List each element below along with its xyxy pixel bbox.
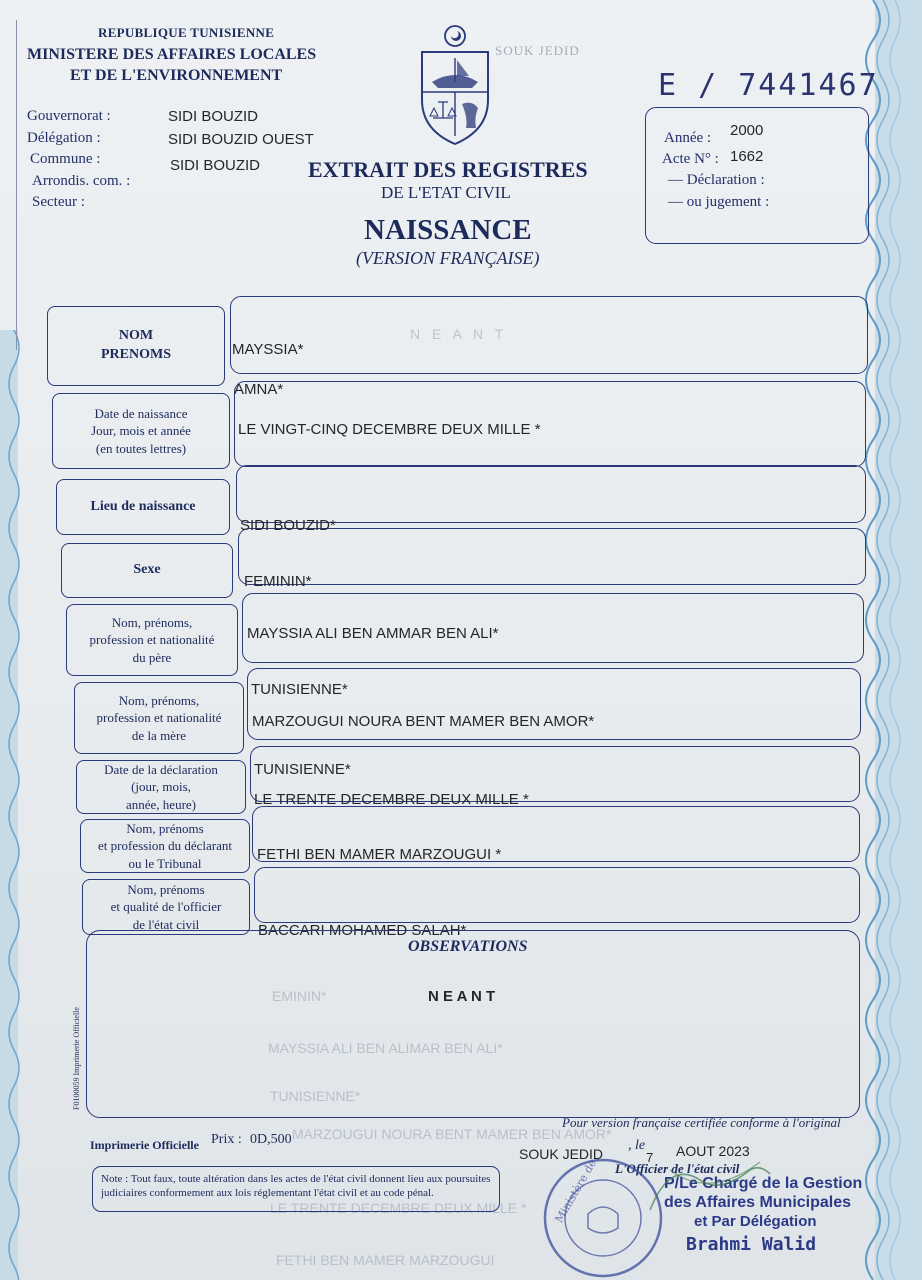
label-lieu-naissance-text: Lieu de naissance [90, 498, 196, 514]
printer-code: F0100059 Imprimerie Officielle [72, 1007, 81, 1110]
legal-note-text: Note : Tout faux, toute altération dans les actes de l'état civil donnent lieu aux poursuites judiciaires conformement aux lois réglementant l'état civil et au code pénal. [101, 1173, 491, 1200]
value-pere-nationalite: TUNISIENNE* [251, 681, 348, 698]
document-subtitle: DE L'ETAT CIVIL [381, 183, 511, 202]
republic-label: REPUBLIQUE TUNISIENNE [98, 25, 275, 40]
label-date-declaration [76, 760, 246, 814]
label-sexe-text: Sexe [133, 562, 161, 578]
label-mere [74, 682, 244, 754]
ghost-neant-top: N E A N T [410, 326, 508, 342]
issue-le: , le [628, 1138, 646, 1153]
document-type: NAISSANCE [364, 214, 532, 246]
stamp-line3: et Par Délégation [694, 1213, 817, 1230]
label-officier-text: Nom, prénoms et qualité de l'officier de l'état civil [110, 881, 222, 932]
ministry-line1: MINISTERE DES AFFAIRES LOCALES [27, 46, 317, 63]
commune-label: Commune : [30, 151, 101, 167]
left-margin-line [16, 20, 17, 350]
value-lieu-naissance: SIDI BOUZID* [240, 517, 336, 534]
decorative-border-left [0, 330, 34, 1280]
arrondis-label: Arrondis. com. : [32, 173, 131, 189]
ghost-mother: MARZOUGUI NOURA BENT MAMER BEN AMOR* [292, 1126, 612, 1142]
acte-label: Acte N° : [662, 151, 719, 167]
observations-value: N E A N T [428, 988, 496, 1005]
certification-text: Pour version française certifiée conforme à l'original [562, 1115, 841, 1130]
annee-value: 2000 [730, 122, 764, 139]
gouvernorat-label: Gouvernorat : [27, 108, 111, 124]
value-box-officier [254, 867, 860, 923]
label-date-naissance [52, 393, 230, 469]
observations-title: OBSERVATIONS [408, 938, 528, 955]
signature-scribble-icon [640, 1150, 780, 1230]
stamp-line2: des Affaires Municipales [664, 1194, 852, 1211]
value-mere: MARZOUGUI NOURA BENT MAMER BEN AMOR* [252, 713, 595, 730]
commune-value: SIDI BOUZID [170, 157, 261, 174]
secteur-label: Secteur : [32, 194, 85, 210]
issue-place: SOUK JEDID [519, 1146, 604, 1162]
label-nom-prenoms-text: NOM PRENOMS [101, 328, 171, 362]
gouvernorat-value: SIDI BOUZID [168, 108, 259, 125]
label-officier [82, 879, 250, 935]
value-mere-nationalite: TUNISIENNE* [254, 761, 351, 778]
jugement-label: — ou jugement : [668, 194, 770, 210]
annee-label: Année : [664, 130, 712, 146]
document-title: EXTRAIT DES REGISTRES [308, 157, 588, 182]
prix-value: 0D,500 [250, 1132, 292, 1147]
prix-label: Prix : [211, 1132, 242, 1147]
observations-box [86, 930, 860, 1118]
ghost-declaration: LE TRENTE DECEMBRE DEUX MILLE * [270, 1200, 527, 1216]
ghost-tunisienne: TUNISIENNE* [270, 1088, 361, 1104]
value-box-lieu [236, 465, 866, 523]
value-nom: MAYSSIA* [232, 341, 304, 358]
acte-value: 1662 [730, 148, 764, 165]
imprimerie-label: Imprimerie Officielle [90, 1138, 199, 1152]
delegation-label: Délégation : [27, 130, 101, 146]
serial-number: E / 7441467 [658, 68, 879, 103]
declaration-label: — Déclaration : [668, 172, 765, 188]
value-prenom: AMNA* [234, 381, 284, 398]
coat-of-arms-emblem [416, 24, 494, 146]
document-version: (VERSION FRANÇAISE) [356, 248, 540, 268]
svg-text:Ministère de: Ministère de [552, 1157, 599, 1226]
ghost-father: MAYSSIA ALI BEN ALIMAR BEN ALI* [268, 1040, 503, 1056]
label-pere-text: Nom, prénoms, profession et nationalité du père [89, 614, 215, 665]
label-date-naissance-text: Date de naissance Jour, mois et année (en toutes lettres) [91, 405, 191, 456]
value-sexe: FEMININ* [244, 573, 312, 590]
faint-place-watermark: SOUK JEDID [495, 43, 580, 58]
stamp-name: Brahmi Walid [686, 1234, 817, 1255]
officier-signature-label: L'Officier de l'état civil [615, 1161, 740, 1176]
value-officier: BACCARI MOHAMED SALAH* [258, 922, 467, 939]
legal-note [92, 1166, 500, 1212]
value-box-nom [230, 296, 868, 374]
issue-day: 7 [646, 1150, 654, 1165]
value-box-sexe [238, 528, 866, 585]
label-lieu-naissance [56, 479, 230, 535]
value-pere: MAYSSIA ALI BEN AMMAR BEN ALI* [247, 625, 499, 642]
label-mere-text: Nom, prénoms, profession et nationalité de la mère [96, 692, 222, 743]
issue-month-year: AOUT 2023 [676, 1143, 750, 1159]
ghost-declarant: FETHI BEN MAMER MARZOUGUI [276, 1252, 495, 1268]
ministry-line2: ET DE L'ENVIRONNEMENT [70, 67, 283, 84]
label-date-declaration-text: Date de la déclaration (jour, mois, année, heure) [104, 761, 218, 812]
label-declarant [80, 819, 250, 873]
value-declarant: FETHI BEN MAMER MARZOUGUI * [257, 846, 502, 863]
label-declarant-text: Nom, prénoms et profession du déclarant ou le Tribunal [98, 820, 232, 871]
label-sexe [61, 543, 233, 598]
value-date-naissance: LE VINGT-CINQ DECEMBRE DEUX MILLE * [238, 421, 541, 438]
stamp-line1: P/Le Chargé de la Gestion [664, 1175, 863, 1192]
label-nom-prenoms [47, 306, 225, 386]
delegation-value: SIDI BOUZID OUEST [168, 131, 314, 148]
value-date-declaration: LE TRENTE DECEMBRE DEUX MILLE * [254, 791, 529, 808]
label-pere [66, 604, 238, 676]
ghost-feminin: EMININ* [272, 988, 327, 1004]
